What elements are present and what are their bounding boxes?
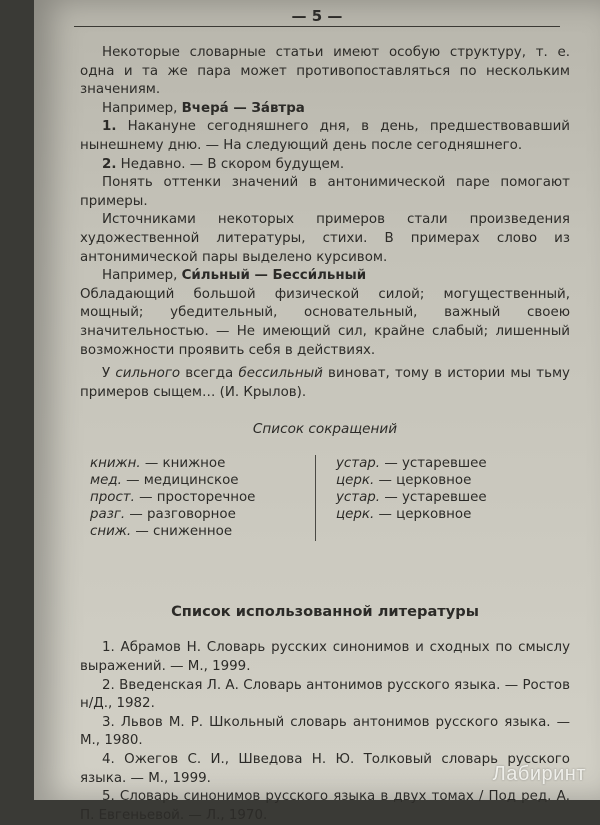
example1-heading [80, 100, 570, 119]
quote-italic: сильного [115, 366, 181, 382]
literature-item: 3. Львов М. Р. Школьный словарь антонимов русского языка. — М., 1980. [80, 714, 570, 749]
abbreviation-meaning: — церковное [374, 472, 472, 488]
literature-item: 1. Абрамов Н. Словарь русских синонимов и сходных по смыслу выражений. — М., 1999. [80, 640, 570, 675]
example1-pair: Вчера́ — За́втра [181, 100, 305, 116]
example1-meaning-2 [80, 156, 570, 175]
page-body [80, 44, 570, 825]
abbreviations-table [80, 455, 570, 541]
meaning-text: Недавно. — В скором будущем. [116, 156, 345, 172]
abbreviation-meaning: — книжное [140, 455, 226, 471]
abbreviation-meaning: — церковное [374, 506, 472, 522]
abbreviations-right-column [315, 455, 561, 541]
example1-lead: Например, [102, 100, 182, 116]
paragraph-examples: Понять оттенки значений в антонимической паре помогают примеры. [80, 175, 570, 209]
abbreviation-row [90, 506, 315, 523]
abbreviation-row [336, 506, 561, 523]
abbreviation-meaning: — сниженное [131, 523, 233, 539]
literature-item: 5. Словарь синонимов русского языка в двух томах / Под ред. А. П. Евгеньевой. — Л., 1970. [80, 789, 570, 823]
abbreviation: книжн. [90, 455, 141, 471]
page-header [74, 6, 560, 27]
abbreviation-meaning: — медицинское [121, 472, 239, 488]
abbreviation-row [90, 523, 315, 540]
meaning-number: 1. [102, 119, 117, 135]
literature-list [80, 639, 570, 825]
literature-title: Список использованной литературы [171, 602, 479, 620]
example2-lead: Например, [102, 268, 182, 284]
literature-item: 4. Ожегов С. И., Шведова Н. Ю. Толковый словарь русского языка. — М., 1999. [80, 752, 570, 786]
example2-definition: Обладающий большой физической силой; могущественный, мощный; убедительный, основательный, важный своею значительностью. — Не имеющий сил, крайне слабый; лишенный возможности проявить себя в действиях. [80, 286, 570, 358]
abbreviation: мед. [90, 472, 122, 488]
abbreviation-row [90, 472, 315, 489]
abbreviation: устар. [336, 455, 381, 471]
example2-quote [80, 365, 570, 402]
abbreviation-row [90, 489, 315, 506]
abbreviations-left-column [80, 455, 315, 541]
labirint-watermark-logo: Лабиринт [492, 763, 586, 785]
abbreviation: сниж. [90, 523, 132, 539]
example2-heading [80, 267, 570, 286]
abbreviation-row [90, 455, 315, 472]
book-page [34, 0, 600, 823]
abbreviation: прост. [90, 489, 135, 505]
example1-meaning-1 [80, 118, 570, 155]
abbreviation-row [336, 489, 561, 506]
abbreviation-row [336, 455, 561, 472]
abbreviations-title: Список сокращений [252, 421, 398, 438]
abbreviation: устар. [336, 489, 381, 505]
abbreviation: разг. [90, 506, 126, 522]
quote-italic: бессильный [238, 366, 323, 382]
abbreviation: церк. [336, 506, 375, 522]
abbreviation-meaning: — устаревшее [380, 455, 487, 471]
meaning-number: 2. [102, 156, 117, 172]
abbreviation-meaning: — устаревшее [380, 489, 487, 505]
quote-text: виноват, тому в истории мы тьму примеров сыщем… (И. Крылов). [80, 366, 570, 400]
meaning-text: Накануне сегодняшнего дня, в день, предшествовавший нынешнему дню. — На следующий день после сегодняшнего. [80, 119, 570, 153]
abbreviation-meaning: — просторечное [134, 489, 256, 505]
intro-paragraph: Некоторые словарные статьи имеют особую структуру, т. е. одна и та же пара может противопоставляться по нескольким значениям. [80, 45, 570, 98]
literature-item: 2. Введенская Л. А. Словарь антонимов русского языка. — Ростов н/Д., 1982. [80, 677, 570, 712]
abbreviation: церк. [336, 472, 375, 488]
quote-text: всегда [180, 366, 239, 382]
abbreviation-row [336, 472, 561, 489]
page-number: — 5 — [291, 7, 343, 25]
abbreviation-meaning: — разговорное [125, 506, 236, 522]
paragraph-sources: Источниками некоторых примеров стали произведения художественной литературы, стихи. В примерах слово из антонимической пары выделено курсивом. [80, 212, 570, 265]
example2-pair: Си́льный — Бесси́льный [181, 268, 367, 284]
quote-text: У [102, 366, 116, 382]
